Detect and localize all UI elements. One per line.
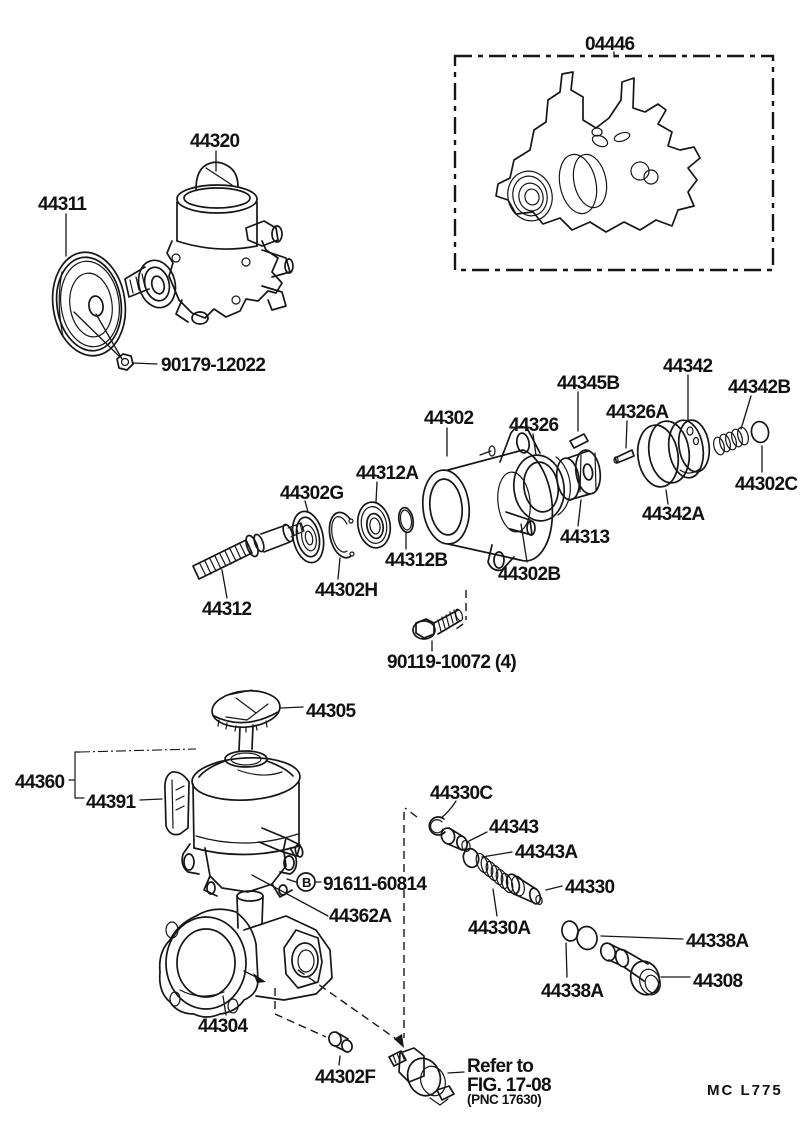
callout-rear-body: 44304 (198, 1016, 248, 1037)
callout-reservoir-assembly: 44360 (15, 772, 65, 793)
callout-cam-ring: 44326 (509, 415, 559, 436)
callout-reservoir-bracket: 44362A (329, 906, 392, 927)
pump-assembly-drawing (125, 162, 293, 324)
callout-reservoir-cap: 44305 (306, 701, 356, 722)
snap-ring-drawing (329, 512, 354, 557)
callout-union-bolt-prefix: B (302, 875, 312, 890)
shaft-drawing (193, 523, 304, 579)
callout-key: 44345B (557, 373, 620, 394)
plate-spring-drawing (712, 426, 750, 456)
callout-o-ring-plate: 44342A (642, 504, 705, 525)
callout-rotor: 44313 (560, 527, 610, 548)
callout-shaft: 44312 (202, 599, 252, 620)
callout-valve-snap-ring: 44330C (430, 783, 493, 804)
callout-straight-pin: 44326A (606, 402, 669, 423)
note-line2: FIG. 17-08 (467, 1075, 551, 1096)
callout-housing-bolt: 90119-10072 (4) (387, 652, 516, 673)
callout-shaft-ring: 44312B (385, 550, 448, 571)
callout-valve-spring: 44330A (468, 918, 531, 939)
callout-reservoir-plate: 44391 (86, 792, 136, 813)
leader-lines (66, 151, 762, 1073)
callout-plate-spring: 44342B (728, 377, 791, 398)
figure-code: MC L775 (707, 1082, 783, 1099)
o-ring-c-drawing (750, 420, 770, 444)
rear-body-drawing (160, 909, 332, 1017)
callout-oil-seal: 44302G (280, 483, 344, 504)
body-plug-drawing (327, 1031, 353, 1053)
reservoir-bracket-lines (69, 749, 196, 798)
bearing-drawing (354, 500, 394, 551)
reservoir-plate-drawing (165, 772, 189, 835)
seal-kit-contents (502, 128, 658, 226)
callout-flow-control-valve: 44330 (565, 877, 615, 898)
shaft-ring-drawing (397, 506, 415, 533)
pressure-switch-drawing (389, 1048, 454, 1105)
callout-seal-kit: 04446 (585, 34, 635, 55)
mount-bracket-drawing (204, 848, 292, 928)
callout-side-plate: 44342 (663, 356, 713, 377)
note-line3: (PNC 17630) (467, 1092, 542, 1107)
seal-kit-box (455, 52, 773, 270)
straight-pin-drawing (614, 450, 634, 463)
reservoir-cap-drawing (211, 688, 282, 751)
callout-union-o-ring-upper: 44338A (686, 931, 749, 952)
callout-snap-ring: 44302H (315, 580, 378, 601)
valve-seat-drawing (440, 827, 472, 853)
callout-union-o-ring-lower: 44338A (541, 981, 604, 1002)
note-line1: Refer to (467, 1056, 534, 1077)
callout-o-ring-c: 44302C (735, 474, 798, 495)
pulley-drawing (46, 247, 132, 360)
callout-body-plug: 44302F (315, 1067, 376, 1088)
reservoir-drawing (182, 751, 304, 874)
callout-valve-seat-o-ring: 44343A (515, 842, 578, 863)
callout-pump-assembly: 44320 (190, 131, 240, 152)
callout-pulley: 44311 (38, 194, 87, 215)
callout-valve-seat: 44343 (489, 817, 539, 838)
callout-union-bolt: 91611-60814 (323, 874, 427, 895)
callout-housing-gasket: 44302B (498, 564, 561, 585)
callout-pulley-nut: 90179-12022 (161, 355, 266, 376)
callout-front-housing: 44302 (424, 408, 474, 429)
valve-spring-drawing (474, 852, 515, 894)
callout-pressure-union: 44308 (693, 971, 743, 992)
callout-bearing: 44312A (356, 463, 419, 484)
oil-seal-drawing (288, 508, 328, 565)
plate-o-ring-drawing (634, 419, 693, 490)
pressure-union-drawing (599, 941, 664, 998)
front-housing-drawing (419, 427, 552, 571)
housing-bolt-drawing (413, 608, 464, 639)
key-drawing (570, 434, 588, 448)
cam-ring-drawing (510, 452, 571, 524)
